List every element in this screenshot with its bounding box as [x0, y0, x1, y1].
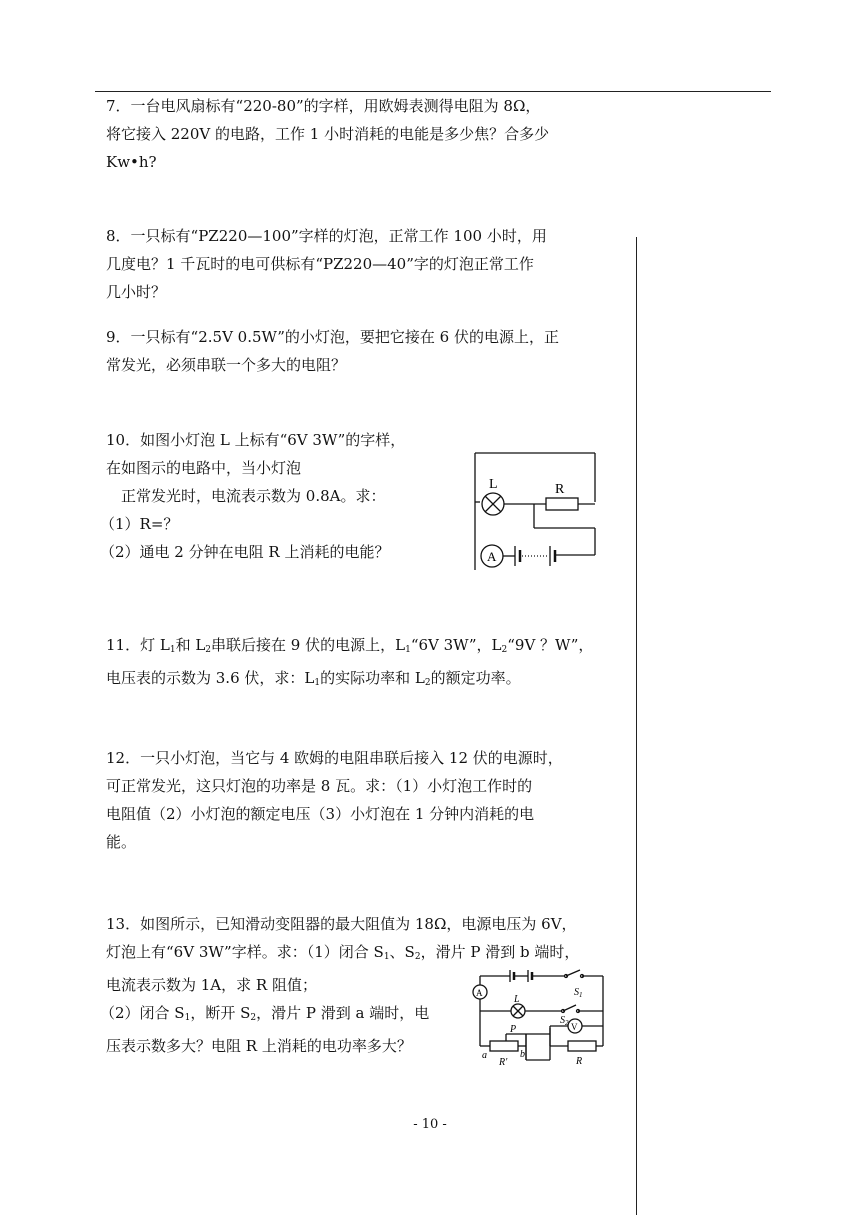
question-12 [106, 744, 626, 856]
q13-line-2: 灯泡上有“6V 3W”字样。求：（1）闭合 $S_1$、$S_2$，滑片 P 滑到 b 端时， [106, 943, 580, 962]
question-8 [106, 222, 626, 306]
ammeter-label-A: A [476, 988, 483, 998]
slider-label-P: P [510, 1024, 517, 1035]
q8-line-3: 几小时？ [106, 283, 167, 301]
margin-rule [636, 237, 637, 1215]
q13-line-3: 电流表示数为 1A，求 R 阻值； [106, 976, 317, 994]
q12-line-1: 12．一只小灯泡，当它与 4 欧姆的电阻串联后接入 12 伏的电源时， [106, 749, 563, 767]
end-label-b: b [520, 1049, 525, 1060]
q13-line-1: 13．如图所示，已知滑动变阻器的最大阻值为 18Ω，电源电压为 6V， [106, 915, 577, 933]
ammeter-label-A: A [487, 549, 497, 564]
q10-line-1: 10．如图小灯泡 L 上标有“6V 3W”的字样， [106, 431, 406, 449]
q10-line-2: 在如图示的电路中，当小灯泡 [106, 459, 302, 477]
page-number: - 10 - [413, 1117, 447, 1132]
question-10 [100, 426, 466, 566]
question-11 [106, 631, 626, 697]
q13-line-4: （2）闭合 $S_1$，断开 $S_2$，滑片 P 滑到 a 端时，电 [100, 1004, 430, 1023]
lamp-label-L: L [514, 994, 520, 1005]
q10-line-4: （1）R=？ [100, 515, 179, 533]
q12-line-2: 可正常发光，这只灯泡的功率是 8 瓦。求：（1）小灯泡工作时的 [106, 777, 533, 795]
q12-line-4: 能。 [106, 833, 137, 851]
question-9 [106, 323, 626, 379]
rheostat-label: R' [499, 1057, 508, 1068]
q10-line-3: 正常发光时，电流表示数为 0.8A。求： [121, 487, 386, 505]
circuit-diagram-13 [470, 968, 615, 1080]
q9-line-1: 9．一只标有“2.5V 0.5W”的小灯泡，要把它接在 6 伏的电源上，正 [106, 328, 559, 346]
q10-line-5: （2）通电 2 分钟在电阻 R 上消耗的电能？ [100, 543, 390, 561]
q8-line-2: 几度电？1 千瓦时的电可供标有“PZ220—40”字的灯泡正常工作 [106, 255, 534, 273]
q7-line-3: Kw•h? [106, 153, 157, 171]
q9-line-2: 常发光，必须串联一个多大的电阻？ [106, 356, 347, 374]
end-label-a: a [482, 1050, 487, 1061]
q7-line-2: 将它接入 220V 的电路，工作 1 小时消耗的电能是多少焦？合多少 [106, 125, 550, 143]
q11-line-1: 11．灯 $L_1$和 $L_2$串联后接在 9 伏的电源上，$L_1“6V$ 3W”，$L_2“9V$ ？W”， [106, 636, 594, 655]
circuit-diagram-10 [470, 448, 602, 572]
q11-line-2: 电压表的示数为 3.6 伏，求：$L_1$的实际功率和 $L_2$的额定功率。 [106, 669, 521, 688]
question-7 [106, 92, 626, 176]
resistor-label-R: R [555, 482, 565, 497]
q12-line-3: 电阻值（2）小灯泡的额定电压（3）小灯泡在 1 分钟内消耗的电 [106, 805, 535, 823]
s2-caption: $S_2$ [560, 1015, 569, 1027]
lamp-label-L: L [489, 477, 498, 492]
q8-line-1: 8．一只标有“PZ220—100”字样的灯泡，正常工作 100 小时，用 [106, 227, 547, 245]
s1-label: $S_1$ [574, 987, 583, 999]
voltmeter-label-V: V [571, 1022, 578, 1032]
q13-line-5: 压表示数多大？电阻 R 上消耗的电功率多大？ [106, 1037, 412, 1055]
resistor-label-R: R [576, 1056, 583, 1067]
q7-line-1: 7．一台电风扇标有“220-80”的字样，用欧姆表测得电阻为 8Ω， [106, 97, 541, 115]
